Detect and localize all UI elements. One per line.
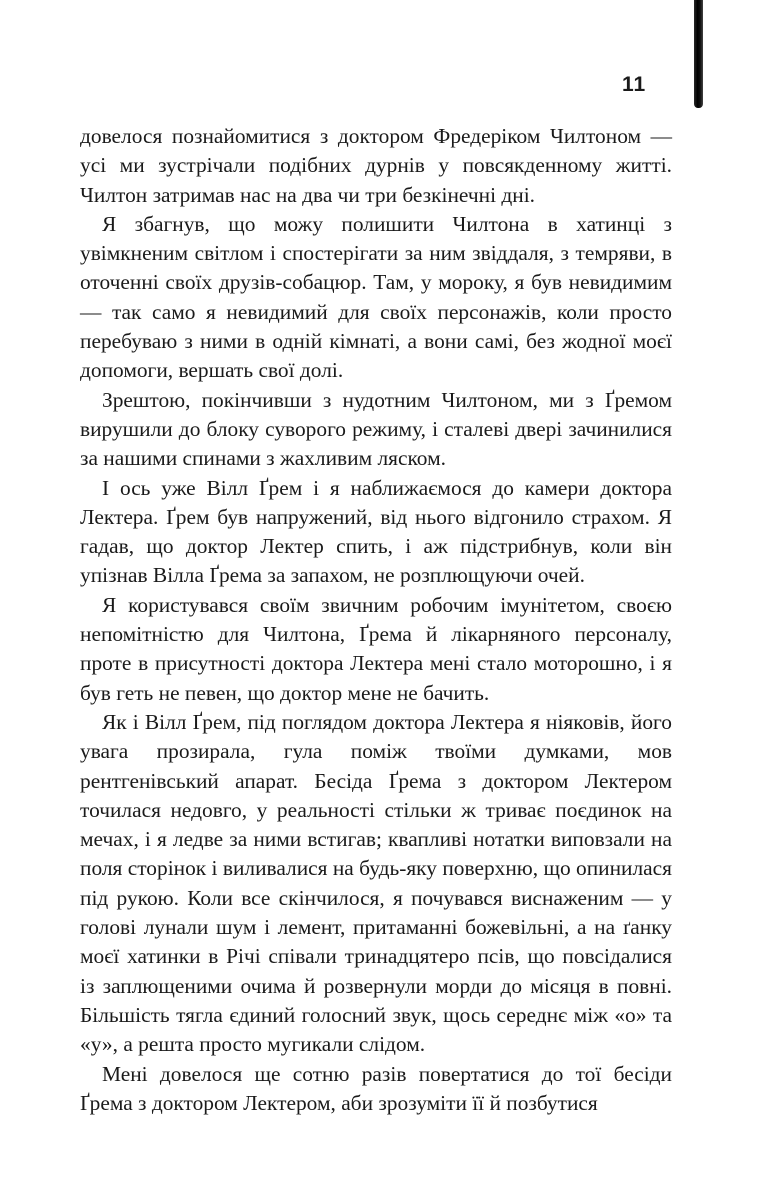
paragraph-3: Зрештою, покінчивши з нудотним Чилтоном, ми з Ґремом вирушили до блоку суворого режиму, і сталеві двері зачинилися за нашими спинами з жахливим ляском. bbox=[80, 387, 672, 471]
body-text bbox=[80, 122, 672, 1118]
paragraph-4: І ось уже Вілл Ґрем і я наближаємося до камери доктора Лектера. Ґрем був напружений, від нього відгонило страхом. Я гадав, що доктор Лектер спить, і аж підстрибнув, коли він упізнав Вілла Ґрема за запахом, не розплющуючи очей. bbox=[80, 475, 672, 588]
paragraph-5: Я користувався своїм звичним робочим імунітетом, своєю непомітністю для Чилтона, Ґрема й лікарняного персоналу, проте в присутності доктора Лектера мені стало моторошно, і я був геть не певен, що доктор мене не бачить. bbox=[80, 592, 672, 705]
paragraph-1: довелося познайомитися з доктором Фредеріком Чилтоном — усі ми зустрічали подібних дурнів у повсякденному житті. Чилтон затримав нас на два чи три безкінечні дні. bbox=[80, 124, 672, 207]
paragraph-6: Як і Вілл Ґрем, під поглядом доктора Лектера я ніяковів, його увага прозирала, гула поміж твоїми думками, мов рентгенівський апарат. Бесіда Ґрема з доктором Лектером точилася недовго, у реальності стільки ж триває поєдинок на мечах, і я ледве за ними встигав; квапливі нотатки виповзали на поля сторінок і виливалися на будь-яку поверхню, що опинилася під рукою. Коли все скінчилося, я почувався виснаженим — у голові лунали шум і лемент, притаманні божевільні, а на ґанку моєї хатинки в Річі співали тринадцятеро псів, що повсідалися із заплющеними очима й розвернули морди до місяця в повні. Більшість тягла єдиний голосний звук, щось середнє між «о» та «у», а решта просто мугикали слідом. bbox=[80, 709, 672, 1057]
page-number: 11 bbox=[622, 73, 647, 96]
paragraph-7: Мені довелося ще сотню разів повертатися до тої бесіди Ґрема з доктором Лектером, аби зрозуміти її й позбутися bbox=[80, 1061, 672, 1115]
page-edge-mark bbox=[694, 0, 703, 108]
paragraph-2: Я збагнув, що можу полишити Чилтона в хатинці з увімкненим світлом і спостерігати за ним звіддаля, з темряви, в оточенні своїх друзів-собацюр. Там, у мороку, я був невидимим — так само я невидимий для своїх персонажів, коли просто перебуваю з ними в одній кімнаті, а вони самі, без жодної моєї допомоги, вершать свої долі. bbox=[80, 211, 672, 383]
